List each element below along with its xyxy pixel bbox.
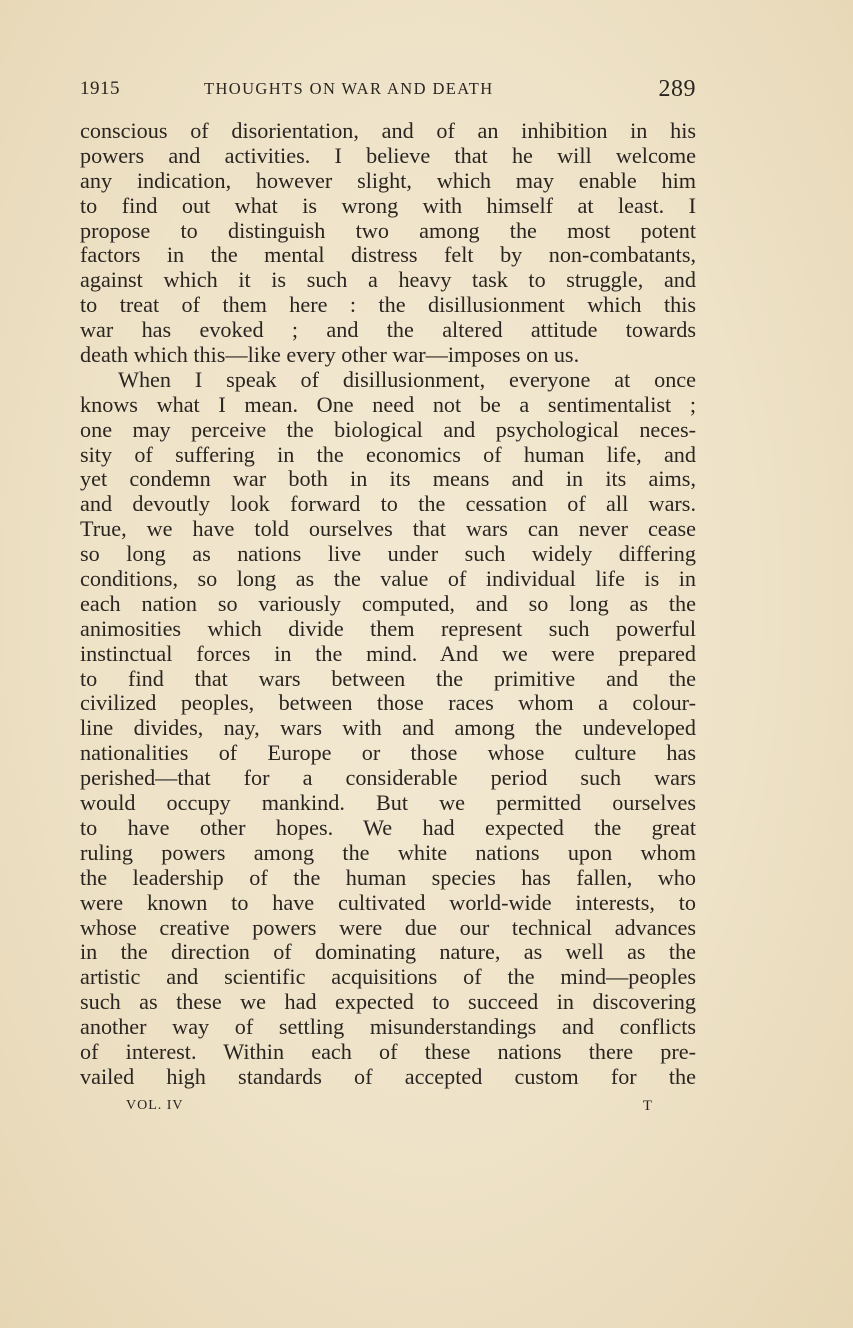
text-line: conditions, so long as the value of individual life is in (80, 566, 696, 592)
text-line: ruling powers among the white nations upon whom (80, 839, 696, 865)
text-line: and devoutly look forward to the cessation of all wars. (80, 491, 696, 517)
text-line: to find out what is wrong with himself at least. I (80, 192, 696, 218)
text-line: line divides, nay, wars with and among the undeveloped (80, 715, 696, 741)
text-line: perished—that for a considerable period such wars (80, 765, 696, 791)
body-text (80, 119, 696, 1090)
text-line: vailed high standards of accepted custom for the (80, 1063, 696, 1089)
text-line: nationalities of Europe or those whose culture has (80, 740, 696, 766)
running-head (80, 76, 696, 102)
volume-signature: VOL. IV (126, 1098, 184, 1113)
text-line: artistic and scientific acquisitions of the mind—peoples (80, 964, 696, 990)
text-line: animosities which divide them represent such powerful (80, 615, 696, 641)
text-line: knows what I mean. One need not be a sentimentalist ; (80, 391, 696, 417)
text-line: conscious of disorientation, and of an inhibition in his (80, 118, 696, 143)
text-line: so long as nations live under such widely differing (80, 541, 696, 567)
text-line: in the direction of dominating nature, as well as the (80, 939, 696, 965)
text-line: factors in the mental distress felt by non-combatants, (80, 242, 696, 268)
text-line: would occupy mankind. But we permitted ourselves (80, 790, 696, 816)
text-line: each nation so variously computed, and so long as the (80, 590, 696, 616)
text-line: of interest. Within each of these nations there pre- (80, 1038, 696, 1064)
text-line: When I speak of disillusionment, everyone at once (118, 366, 696, 392)
text-line: the leadership of the human species has fallen, who (80, 864, 696, 890)
text-line: sity of suffering in the economics of human life, and (80, 441, 696, 467)
text-line: instinctual forces in the mind. And we were prepared (80, 640, 696, 666)
text-line: to treat of them here : the disillusionment which this (80, 292, 696, 318)
page-number: 289 (658, 76, 696, 102)
text-line: were known to have cultivated world-wide interests, to (80, 889, 696, 915)
text-line: propose to distinguish two among the most potent (80, 217, 696, 243)
text-line: to find that wars between the primitive and the (80, 665, 696, 691)
text-line: to have other hopes. We had expected the great (80, 814, 696, 840)
text-line: any indication, however slight, which may enable him (80, 167, 696, 193)
text-line: war has evoked ; and the altered attitude towards (80, 317, 696, 343)
text-line: powers and activities. I believe that he will welcome (80, 142, 696, 168)
text-line: death which this—like every other war—imposes on us. (80, 342, 580, 368)
header-year: 1915 (80, 78, 120, 99)
text-line: whose creative powers were due our technical advances (80, 914, 696, 940)
text-line: yet condemn war both in its means and in its aims, (80, 466, 696, 492)
text-line: another way of settling misunderstandings and conflicts (80, 1014, 696, 1040)
signature-mark: T (642, 1098, 653, 1114)
text-line: True, we have told ourselves that wars can never cease (80, 516, 696, 542)
text-line: one may perceive the biological and psychological neces- (80, 416, 696, 442)
text-line: such as these we had expected to succeed in discovering (80, 989, 696, 1015)
text-line: civilized peoples, between those races whom a colour- (80, 690, 696, 716)
header-title: THOUGHTS ON WAR AND DEATH (204, 79, 494, 98)
text-line: against which it is such a heavy task to struggle, and (80, 267, 696, 293)
